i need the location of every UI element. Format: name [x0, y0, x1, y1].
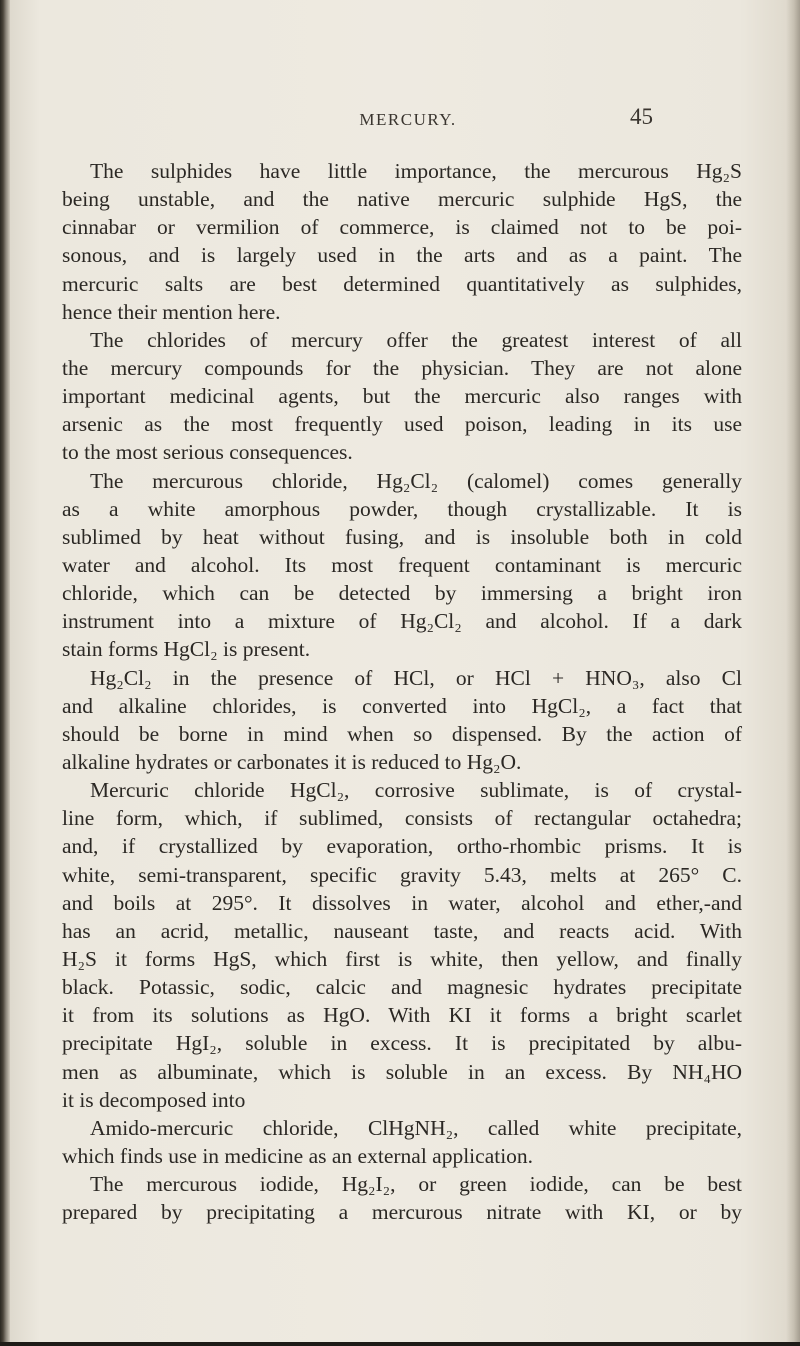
text-line: it is decomposed into	[62, 1087, 246, 1112]
text-line: and boils at 295°. It dissolves in water, alcohol and ether,-and	[62, 890, 742, 915]
text-line: and alkaline chlorides, is converted into HgCl₂, a fact that	[62, 693, 742, 718]
running-title: MERCURY.	[359, 110, 457, 129]
text-line: instrument into a mixture of Hg₂Cl₂ and alcohol. If a dark	[62, 609, 742, 634]
text-line: precipitate HgI₂, soluble in excess. It is precipitated by albu-	[62, 1031, 742, 1056]
text-line: Amido-mercuric chloride, ClHgNH₂, called white precipitate,	[90, 1115, 742, 1140]
text-line: men as albuminate, which is soluble in an excess. By NH₄HO	[62, 1059, 742, 1084]
text-line: it from its solutions as HgO. With KI it forms a bright scarlet	[62, 1003, 742, 1028]
text-line: prepared by precipitating a mercurous nitrate with KI, or by	[62, 1200, 742, 1225]
text-line: black. Potassic, sodic, calcic and magnesic hydrates precipitate	[62, 975, 742, 1000]
text-line: stain forms HgCl₂ is present.	[62, 637, 311, 662]
text-line: The chlorides of mercury offer the greatest interest of all	[90, 327, 742, 352]
body-text	[62, 157, 742, 1226]
text-line: line form, which, if sublimed, consists of rectangular octahedra;	[62, 806, 742, 831]
text-line: sonous, and is largely used in the arts and as a paint. The	[62, 243, 742, 268]
text-line: The mercurous chloride, Hg₂Cl₂ (calomel) comes generally	[90, 468, 742, 493]
text-line: alkaline hydrates or carbonates it is reduced to Hg₂O.	[62, 749, 522, 774]
book-spine-shadow	[0, 0, 10, 1346]
text-line: chloride, which can be detected by immersing a bright iron	[62, 581, 742, 606]
text-line: which finds use in medicine as an external application.	[62, 1143, 534, 1168]
text-line: should be borne in mind when so dispensed. By the action of	[62, 721, 742, 746]
text-line: Mercuric chloride HgCl₂, corrosive sublimate, is of crystal-	[90, 778, 742, 803]
page-edge-shadow	[786, 0, 800, 1346]
text-line: H₂S it forms HgS, which first is white, then yellow, and finally	[62, 946, 742, 971]
text-line: The sulphides have little importance, the mercurous Hg₂S	[90, 159, 742, 183]
text-line: white, semi-transparent, specific gravity 5.43, melts at 265° C.	[62, 862, 742, 887]
page-bottom-border	[0, 1342, 800, 1346]
text-line: Hg₂Cl₂ in the presence of HCl, or HCl + HNO₃, also Cl	[90, 665, 742, 690]
text-line: to the most serious consequences.	[62, 440, 353, 465]
text-line: has an acrid, metallic, nauseant taste, and reacts acid. With	[62, 918, 742, 943]
text-line: the mercury compounds for the physician. They are not alone	[62, 355, 742, 380]
text-line: important medicinal agents, but the mercuric also ranges with	[62, 384, 742, 409]
text-line: water and alcohol. Its most frequent contaminant is mercuric	[62, 552, 742, 577]
page-header	[0, 104, 800, 140]
text-line: being unstable, and the native mercuric sulphide HgS, the	[62, 187, 742, 212]
text-line: The mercurous iodide, Hg₂I₂, or green iodide, can be best	[90, 1172, 742, 1197]
text-line: arsenic as the most frequently used poison, leading in its use	[62, 412, 742, 437]
text-line: as a white amorphous powder, though crystallizable. It is	[62, 496, 742, 521]
text-line: cinnabar or vermilion of commerce, is claimed not to be poi-	[62, 215, 742, 240]
text-line: and, if crystallized by evaporation, ortho-rhombic prisms. It is	[62, 834, 742, 859]
text-line: mercuric salts are best determined quantitatively as sulphides,	[62, 271, 742, 296]
text-line: sublimed by heat without fusing, and is insoluble both in cold	[62, 524, 742, 549]
page-number: 45	[630, 104, 653, 129]
text-line: hence their mention here.	[62, 299, 281, 324]
